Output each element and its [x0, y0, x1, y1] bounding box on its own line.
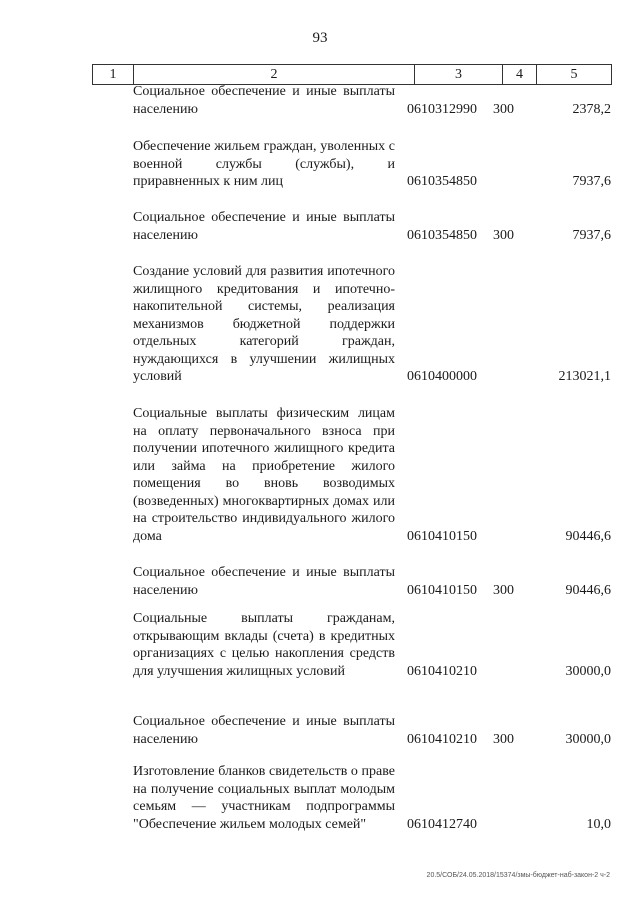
row-code: 0610354850 — [407, 227, 477, 243]
page-number: 93 — [312, 30, 328, 46]
table-row — [133, 763, 613, 833]
row-amount: 7937,6 — [572, 174, 611, 189]
row-amount: 30000,0 — [565, 731, 611, 747]
row-code: 0610410150 — [407, 528, 477, 544]
row-code: 0610410210 — [407, 663, 477, 679]
table-row — [133, 138, 613, 191]
row-name: Социальное обеспечение и иные выплаты населению — [133, 714, 395, 747]
table-row — [133, 405, 613, 545]
row-code: 0610400000 — [407, 369, 477, 384]
header-col-3: 3 — [415, 65, 503, 84]
row-vr: 300 — [493, 731, 514, 747]
row-amount: 7937,6 — [572, 227, 611, 243]
document-footer-code: 20.5/СОБ/24.05.2018/15374/змы-бюджет-наб-закон-2 ч-2 — [426, 872, 610, 879]
table-row — [133, 83, 613, 118]
header-col-2: 2 — [134, 65, 415, 84]
row-vr: 300 — [493, 227, 514, 243]
row-name: Социальное обеспечение и иные выплаты населению — [133, 565, 395, 598]
row-amount: 2378,2 — [572, 101, 611, 117]
row-vr: 300 — [493, 582, 514, 598]
row-code: 0610354850 — [407, 174, 477, 189]
table-row — [133, 209, 613, 244]
row-name: Социальные выплаты гражданам, открывающим вклады (счета) в кредитных организациях с целью накопления средств для улучшения жилищных условий — [133, 611, 395, 679]
table-row — [133, 713, 613, 748]
row-name: Изготовление бланков свидетельств о праве на получение социальных выплат молодым семьям — участникам подпрограммы "Обеспечение жильем молодых семей" — [133, 764, 395, 832]
header-col-5: 5 — [570, 67, 578, 82]
row-amount: 10,0 — [586, 816, 611, 832]
row-amount: 90446,6 — [565, 582, 611, 598]
row-code: 0610410150 — [407, 582, 477, 598]
header-col-1: 1 — [93, 65, 134, 84]
row-name: Социальные выплаты физическим лицам на оплату первоначального взноса при получении ипотечного жилищного кредита или займа на приобретение жилого помещения во вновь возводимых (возведенных) многоквартирных домах или на строительство индивидуального жилого дома — [133, 406, 395, 544]
row-name: Создание условий для развития ипотечного жилищного кредитования и ипотечно-накопительной системы, реализация механизмов бюджетной поддержки отдельных категорий граждан, нуждающихся в улучшении жилищных условий — [133, 264, 395, 384]
table-row — [133, 564, 613, 599]
header-col-4: 4 — [503, 65, 537, 84]
row-name: Обеспечение жильем граждан, уволенных с военной службы (службы), и приравненных к ним лиц — [133, 139, 395, 189]
row-name: Социальное обеспечение и иные выплаты населению — [133, 210, 395, 243]
row-code: 0610412740 — [407, 816, 477, 832]
row-vr: 300 — [493, 101, 514, 117]
row-name: Социальное обеспечение и иные выплаты населению — [133, 84, 395, 117]
row-amount: 30000,0 — [565, 663, 611, 679]
row-code: 0610410210 — [407, 731, 477, 747]
row-code: 0610312990 — [407, 101, 477, 117]
table-row — [133, 263, 613, 386]
row-amount: 90446,6 — [565, 528, 611, 544]
row-amount: 213021,1 — [558, 369, 611, 384]
table-header — [92, 64, 612, 85]
table-row — [133, 610, 613, 680]
